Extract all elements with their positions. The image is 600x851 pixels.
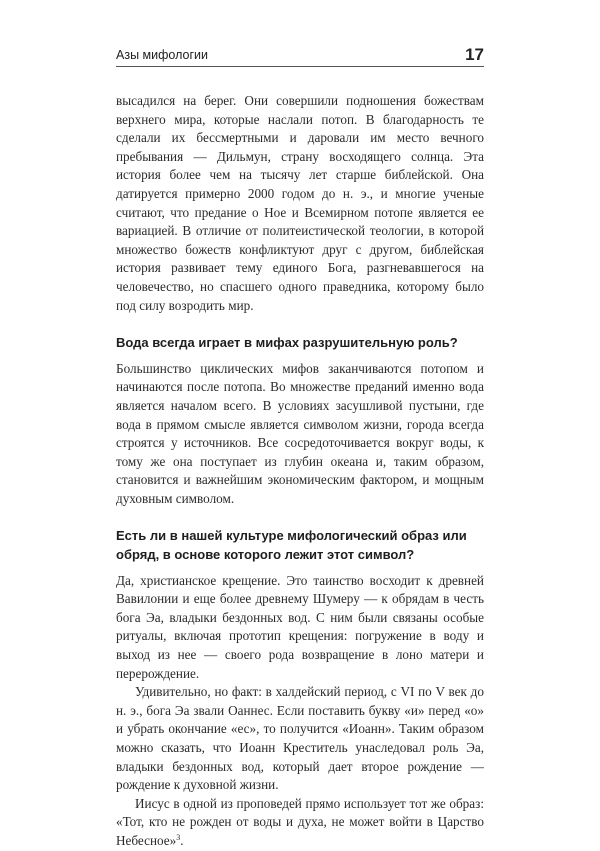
section-heading-water: Вода всегда играет в мифах разрушительную роль? [116, 335, 458, 351]
section-heading-baptism: Есть ли в нашей культуре мифологический образ или обряд, в основе которого лежит этот символ? [116, 528, 467, 563]
footnote-marker[interactable]: 3 [176, 832, 181, 842]
paragraph-continued: высадился на берег. Они совершили подношения божествам верхнего мира, которые наслали потоп. В благодарность те сделали их бессмертными и даровали им место вечного пребывания — Дильмун, страну восходящего солнца. Эта история более чем на тысячу лет старше библейской. Она датируется примерно 2000 годом до н. э., и многие ученые считают, что предание о Ное и Всемирном потопе является ее вариацией. В отличие от политеистической теологии, в которой множество божеств конфликтуют друг с другом, библейская история развивает тему единого Бога, разгневавшегося на человечество, но спасшего одного праведника, которому было под силу возродить мир. [116, 93, 484, 313]
paragraph-baptism-answer: Да, христианское крещение. Это таинство восходит к древней Вавилонии и еще более древнему Шумеру — к обрядам в честь бога Эа, владыки бездонных вод. С ним были связаны особые ритуалы, включая прототип крещения: погружение в воду и выход из нее — своего рода возвращение в лоно матери и перерождение. [116, 572, 484, 681]
page-body [116, 92, 484, 851]
running-title: Азы мифологии [116, 48, 208, 62]
paragraph-water-answer: Большинство циклических мифов заканчиваются потопом и начинаются после потопа. Во множестве преданий именно вода является началом всего. В условиях засушливой пустыни, где вода в прямом смысле является символом жизни, города всегда строятся у источников. Все сосредоточивается вокруг воды, к тому же она поступает из глубин океана и, таким образом, становится и важнейшим экономическим фактором, и мощным духовным символом. [116, 360, 484, 506]
quote-text: Иисус в одной из проповедей прямо использует тот же образ: «Тот, кто не рожден от воды и духа, не может войти в Царство Небесное» [116, 795, 484, 848]
running-header [116, 42, 484, 67]
page-number: 17 [465, 45, 484, 64]
paragraph-jesus-quote [116, 795, 484, 851]
paragraph-oannes: Удивительно, но факт: в халдейский период, с VI по V век до н. э., бога Эа звали Оаннес. Если поставить букву «и» перед «о» и убрать окончание «ес», то получится «Иоанн». Таким образом можно сказать, что Иоанн Креститель унаследовал роль Эа, владыки бездонных вод, который дает второе рождение — рождение к духовной жизни. [116, 684, 484, 793]
quote-end: . [180, 832, 184, 848]
